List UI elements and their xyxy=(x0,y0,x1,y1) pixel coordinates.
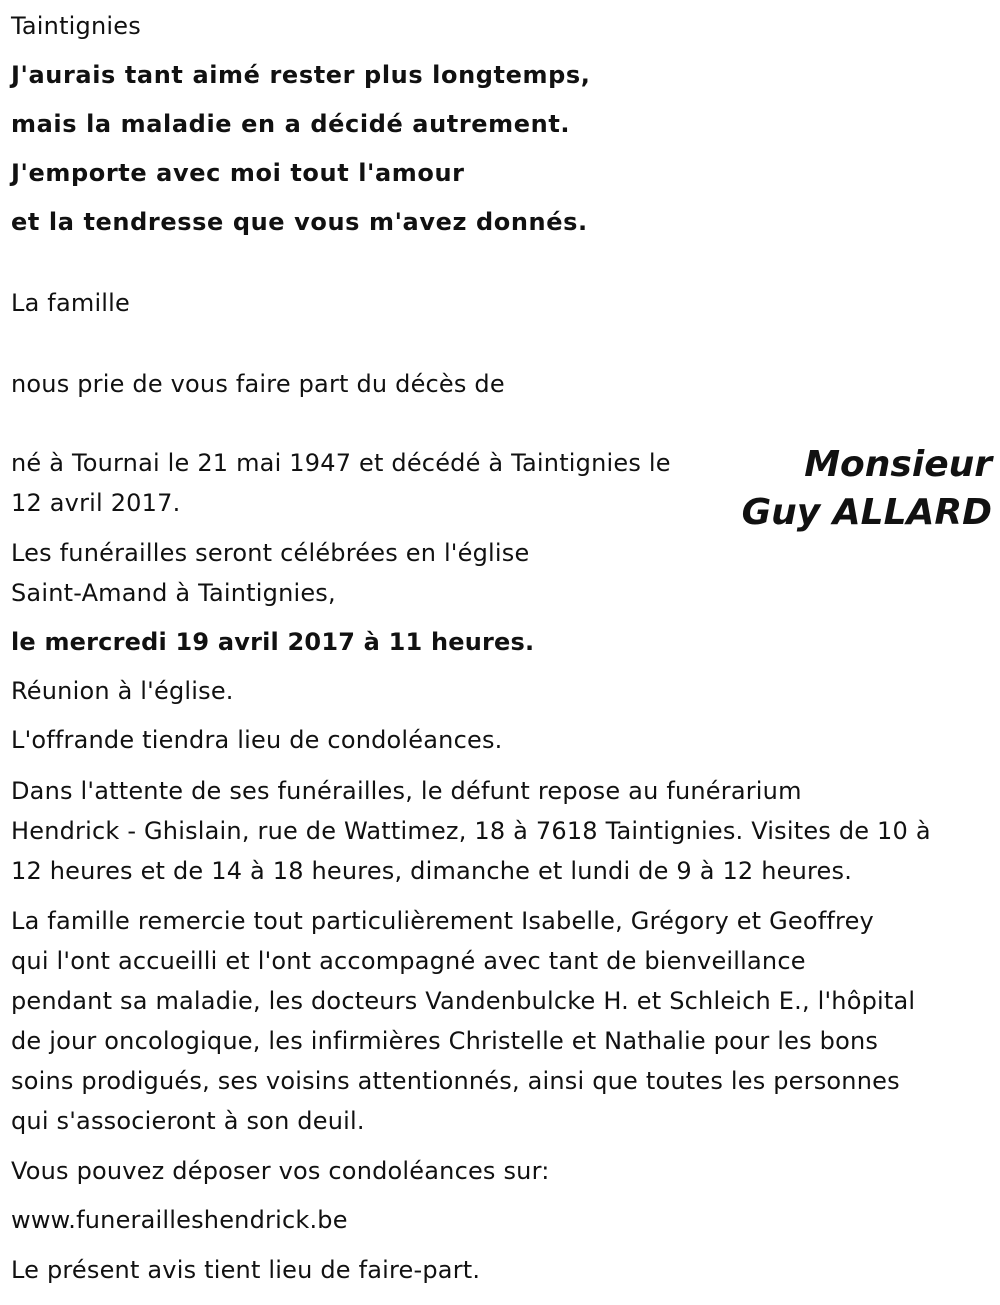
location-label: Taintignies xyxy=(11,12,141,40)
deceased-title: Monsieur xyxy=(804,444,992,485)
announcement-text: nous prie de vous faire part du décès de xyxy=(11,370,505,398)
quote-line: et la tendresse que vous m'avez donnés. xyxy=(11,208,588,236)
thanks-text xyxy=(11,901,915,1141)
funeral-line: Les funérailles seront célébrées en l'église xyxy=(11,539,530,567)
thanks-line: de jour oncologique, les infirmières Christelle et Nathalie pour les bons xyxy=(11,1027,879,1055)
funeral-text xyxy=(11,533,529,613)
visit-line: 12 heures et de 14 à 18 heures, dimanche et lundi de 9 à 12 heures. xyxy=(11,857,853,885)
quote-line: mais la maladie en a décidé autrement. xyxy=(11,110,571,138)
visit-line: Hendrick - Ghislain, rue de Wattimez, 18 à 7618 Taintignies. Visites de 10 à xyxy=(11,817,931,845)
quote-line: J'aurais tant aimé rester plus longtemps, xyxy=(11,61,591,89)
thanks-line: pendant sa maladie, les docteurs Vandenbulcke H. et Schleich E., l'hôpital xyxy=(11,987,916,1015)
meeting-text: Réunion à l'église. xyxy=(11,677,234,705)
condolences-intro: Vous pouvez déposer vos condoléances sur: xyxy=(11,1157,550,1185)
thanks-line: qui l'ont accueilli et l'ont accompagné avec tant de bienveillance xyxy=(11,947,806,975)
website-link[interactable]: www.funerailleshendrick.be xyxy=(11,1206,348,1234)
closing-text: Le présent avis tient lieu de faire-part. xyxy=(11,1256,481,1284)
funeral-date: le mercredi 19 avril 2017 à 11 heures. xyxy=(11,628,535,656)
thanks-line: soins prodigués, ses voisins attentionnés, ainsi que toutes les personnes xyxy=(11,1067,900,1095)
visit-line: Dans l'attente de ses funérailles, le défunt repose au funérarium xyxy=(11,777,802,805)
thanks-line: qui s'associeront à son deuil. xyxy=(11,1107,365,1135)
family-label: La famille xyxy=(11,289,131,317)
funeral-line: Saint-Amand à Taintignies, xyxy=(11,579,336,607)
birth-death-line: 12 avril 2017. xyxy=(11,489,181,517)
visit-info xyxy=(11,771,931,891)
deceased-name: Guy ALLARD xyxy=(741,492,992,533)
birth-death-text xyxy=(11,443,671,523)
deceased-name-block xyxy=(742,441,992,537)
quote-line: J'emporte avec moi tout l'amour xyxy=(11,159,465,187)
offering-text: L'offrande tiendra lieu de condoléances. xyxy=(11,726,503,754)
birth-death-line: né à Tournai le 21 mai 1947 et décédé à Taintignies le xyxy=(11,449,671,477)
thanks-line: La famille remercie tout particulièrement Isabelle, Grégory et Geoffrey xyxy=(11,907,874,935)
